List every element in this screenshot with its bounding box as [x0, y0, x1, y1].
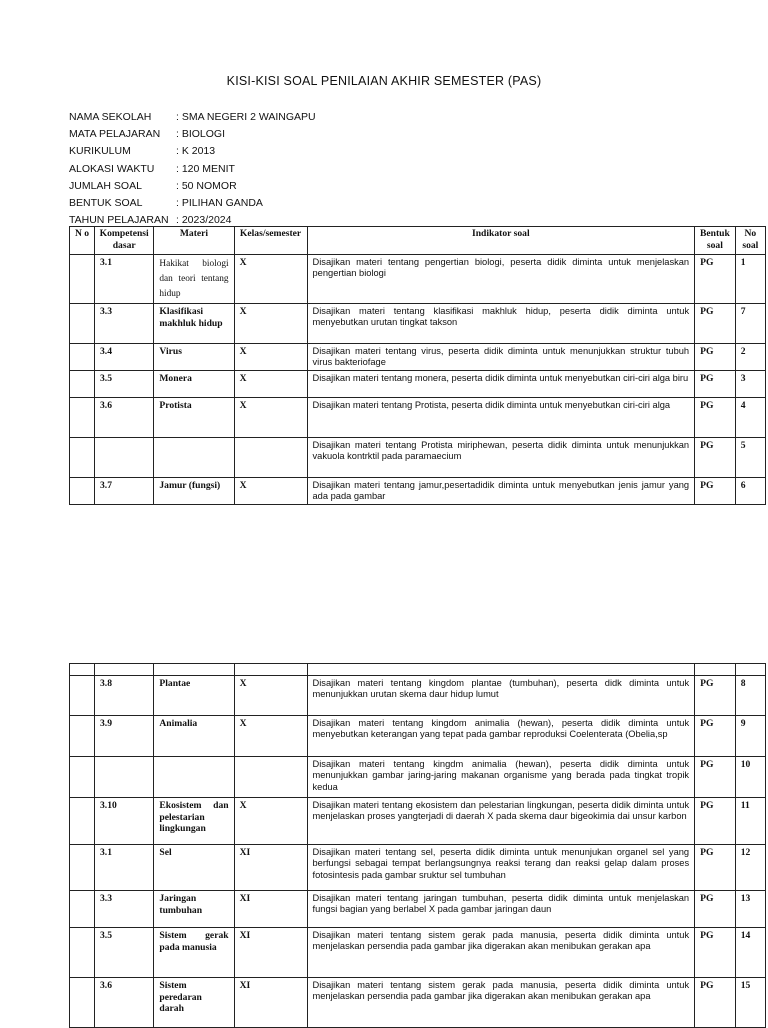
cell-kelas: X [234, 478, 307, 505]
cell-indikator [307, 664, 695, 676]
table-row [70, 798, 766, 845]
cell-indikator: Disajikan materi tentang kingdom animalia (hewan), peserta didik diminta untuk menyebutkan keterangan yang tepat pada gambar reproduksi Coelenterata (Obelia,sp [307, 716, 695, 757]
table-row [70, 255, 766, 304]
info-value: : BIOLOGI [176, 128, 226, 141]
cell-kompetensi-dasar: 3.1 [95, 845, 154, 891]
cell-kompetensi-dasar: 3.5 [95, 928, 154, 978]
cell-kelas: X [234, 371, 307, 398]
info-value: : 120 MENIT [176, 162, 235, 175]
cell-kompetensi-dasar: 3.1 [95, 255, 154, 304]
cell-no-soal: 14 [735, 928, 765, 978]
table-row [70, 398, 766, 438]
school-info [69, 109, 316, 229]
cell-bentuk: PG [695, 478, 736, 505]
cell-no-soal: 10 [735, 757, 765, 798]
info-row [69, 195, 316, 212]
header-kelas-semester: Kelas/semester [234, 227, 307, 255]
cell-no [70, 978, 95, 1028]
info-label: JUMLAH SOAL [69, 179, 142, 192]
cell-indikator: Disajikan materi tentang sistem gerak pada manusia, peserta didik diminta untuk menjelaskan persendia pada gambar jika digerakan akan menibukan gerakan apa [307, 978, 695, 1028]
cell-no-soal: 1 [735, 255, 765, 304]
cell-materi: Animalia [154, 716, 234, 757]
cell-kompetensi-dasar: 3.3 [95, 891, 154, 928]
cell-bentuk: PG [695, 304, 736, 344]
cell-materi: Monera [154, 371, 234, 398]
cell-no-soal: 6 [735, 478, 765, 505]
cell-bentuk: PG [695, 928, 736, 978]
cell-bentuk: PG [695, 845, 736, 891]
info-row [69, 143, 316, 160]
header-materi: Materi [154, 227, 234, 255]
cell-bentuk: PG [695, 344, 736, 371]
cell-kompetensi-dasar [95, 757, 154, 798]
cell-materi: Sel [154, 845, 234, 891]
header-bentuk-soal: Bentuk soal [695, 227, 736, 255]
cell-kelas: X [234, 716, 307, 757]
info-value: : PILIHAN GANDA [176, 196, 263, 209]
info-value: : SMA NEGERI 2 WAINGAPU [176, 111, 316, 123]
cell-kelas: XI [234, 978, 307, 1028]
cell-no-soal: 13 [735, 891, 765, 928]
cell-no [70, 398, 95, 438]
cell-materi [154, 664, 234, 676]
cell-no [70, 478, 95, 505]
table-row [70, 438, 766, 478]
cell-bentuk: PG [695, 716, 736, 757]
cell-kelas [234, 757, 307, 798]
cell-indikator: Disajikan materi tentang kingdom plantae (tumbuhan), peserta didk diminta untuk menunjukkan urutan skema daur hidup lumut [307, 676, 695, 716]
table-row [70, 757, 766, 798]
cell-bentuk: PG [695, 978, 736, 1028]
cell-no-soal: 15 [735, 978, 765, 1028]
cell-materi: Sistem peredaran darah [154, 978, 234, 1028]
kisi-kisi-table-2 [69, 663, 766, 1028]
cell-no [70, 798, 95, 845]
table-row [70, 928, 766, 978]
cell-kelas: X [234, 676, 307, 716]
cell-kompetensi-dasar: 3.8 [95, 676, 154, 716]
cell-no-soal: 8 [735, 676, 765, 716]
cell-no [70, 304, 95, 344]
cell-materi: Plantae [154, 676, 234, 716]
cell-bentuk: PG [695, 891, 736, 928]
info-row [69, 178, 316, 195]
cell-bentuk: PG [695, 398, 736, 438]
cell-materi: Virus [154, 344, 234, 371]
info-row [69, 109, 316, 126]
info-row [69, 161, 316, 178]
table-row [70, 344, 766, 371]
header-no-soal: No soal [735, 227, 765, 255]
cell-indikator: Disajikan materi tentang sel, peserta didik diminta untuk menunjukan organel sel yang berfungsi sebagai tempat berlangsungnya reaksi terang dan reaksi gelap dalam proses fotosintesis pada gambar sruktur sel tumbuhan [307, 845, 695, 891]
cell-kelas: X [234, 255, 307, 304]
cell-kelas: X [234, 344, 307, 371]
cell-materi: Sistem gerak pada manusia [154, 928, 234, 978]
cell-materi: Jamur (fungsi) [154, 478, 234, 505]
info-label: MATA PELAJARAN [69, 128, 161, 141]
cell-kompetensi-dasar: 3.3 [95, 304, 154, 344]
cell-bentuk: PG [695, 798, 736, 845]
cell-kompetensi-dasar [95, 664, 154, 676]
cell-kelas: X [234, 304, 307, 344]
cell-no [70, 664, 95, 676]
table-row [70, 716, 766, 757]
info-value: : K 2013 [176, 145, 216, 158]
cell-indikator: Disajikan materi tentang Protista, peserta didik diminta untuk menyebutkan ciri-ciri alga [307, 398, 695, 438]
table-row [70, 371, 766, 398]
cell-indikator: Disajikan materi tentang Protista miriphewan, peserta didik diminta untuk menunjukkan vakuola kontrktil pada paramaecium [307, 438, 695, 478]
cell-kompetensi-dasar: 3.6 [95, 978, 154, 1028]
info-value: : 2023/2024 [176, 214, 232, 227]
cell-bentuk: PG [695, 255, 736, 304]
header-no: N o [70, 227, 95, 255]
cell-no-soal: 2 [735, 344, 765, 371]
cell-kompetensi-dasar: 3.4 [95, 344, 154, 371]
cell-indikator: Disajikan materi tentang klasifikasi makhluk hidup, peserta didik diminta untuk menyebutkan urutan tingkat takson [307, 304, 695, 344]
cell-indikator: Disajikan materi tentang monera, peserta didik diminta untuk menyebutkan ciri-ciri alga biru [307, 371, 695, 398]
cell-indikator: Disajikan materi tentang sistem gerak pada manusia, peserta didik diminta untuk menjelaskan persendia pada gambar jika digerakan akan menibukan gerakan apa [307, 928, 695, 978]
table-row [70, 891, 766, 928]
cell-indikator: Disajikan materi tentang jamur,pesertadidik diminta untuk menyebutkan jenis jamur yang ada pada gambar [307, 478, 695, 505]
kisi-kisi-table-1 [69, 226, 766, 505]
cell-kompetensi-dasar [95, 438, 154, 478]
cell-kelas: XI [234, 891, 307, 928]
cell-indikator: Disajikan materi tentang kingdm animalia (hewan), peserta didik diminta untuk menunjukkan gambar jaring-jaring makanan organisme yang berada pada tingkat tropik kedua [307, 757, 695, 798]
table-header-row [70, 227, 766, 255]
document-title: KISI-KISI SOAL PENILAIAN AKHIR SEMESTER (PAS) [226, 74, 542, 88]
cell-materi [154, 438, 234, 478]
table-row [70, 845, 766, 891]
header-kompetensi-dasar: Kompetensi dasar [95, 227, 154, 255]
info-label: ALOKASI WAKTU [69, 162, 155, 175]
cell-bentuk [695, 664, 736, 676]
cell-no [70, 757, 95, 798]
cell-materi: Jaringan tumbuhan [154, 891, 234, 928]
cell-bentuk: PG [695, 676, 736, 716]
cell-no [70, 676, 95, 716]
cell-no-soal: 7 [735, 304, 765, 344]
cell-materi [154, 757, 234, 798]
table-row [70, 676, 766, 716]
cell-no [70, 255, 95, 304]
cell-kelas: XI [234, 845, 307, 891]
cell-bentuk: PG [695, 757, 736, 798]
table-row [70, 304, 766, 344]
cell-no [70, 438, 95, 478]
cell-indikator: Disajikan materi tentang virus, peserta didik diminta untuk menunjukkan struktur tubuh virus bakteriofage [307, 344, 695, 371]
cell-bentuk: PG [695, 371, 736, 398]
cell-kelas [234, 664, 307, 676]
info-label: KURIKULUM [69, 145, 131, 158]
cell-indikator: Disajikan materi tentang pengertian biologi, peserta didik diminta untuk menjelaskan pengertian biologi [307, 255, 695, 304]
cell-no [70, 344, 95, 371]
cell-no-soal: 11 [735, 798, 765, 845]
cell-indikator: Disajikan materi tentang ekosistem dan pelestarian lingkungan, peserta didik diminta untuk menjelaskan proses yangterjadi di daerah X pada skema daur bigeokimia dai unsur karbon [307, 798, 695, 845]
table-row [70, 664, 766, 676]
info-value: : 50 NOMOR [176, 179, 237, 192]
cell-kompetensi-dasar: 3.9 [95, 716, 154, 757]
cell-no [70, 928, 95, 978]
cell-no-soal: 9 [735, 716, 765, 757]
cell-kompetensi-dasar: 3.5 [95, 371, 154, 398]
cell-no [70, 716, 95, 757]
header-indikator-soal: Indikator soal [307, 227, 695, 255]
cell-kompetensi-dasar: 3.6 [95, 398, 154, 438]
cell-bentuk: PG [695, 438, 736, 478]
cell-kompetensi-dasar: 3.7 [95, 478, 154, 505]
cell-materi: Ekosistem dan pelestarian lingkungan [154, 798, 234, 845]
cell-materi: Klasifikasi makhluk hidup [154, 304, 234, 344]
cell-no-soal: 4 [735, 398, 765, 438]
cell-kelas: X [234, 398, 307, 438]
cell-no [70, 845, 95, 891]
cell-kelas: X [234, 798, 307, 845]
cell-no [70, 891, 95, 928]
info-label: BENTUK SOAL [69, 196, 143, 209]
cell-no-soal [735, 664, 765, 676]
cell-no-soal: 3 [735, 371, 765, 398]
cell-kelas [234, 438, 307, 478]
cell-kelas: XI [234, 928, 307, 978]
table-row [70, 478, 766, 505]
cell-kompetensi-dasar: 3.10 [95, 798, 154, 845]
cell-no-soal: 12 [735, 845, 765, 891]
info-row [69, 126, 316, 143]
cell-materi: Protista [154, 398, 234, 438]
cell-no-soal: 5 [735, 438, 765, 478]
cell-indikator: Disajikan materi tentang jaringan tumbuhan, peserta didik diminta untuk menjelaskan fungsi bagian yang berlabel X pada gambar jaringan daun [307, 891, 695, 928]
cell-no [70, 371, 95, 398]
info-label: TAHUN PELAJARAN [69, 214, 169, 227]
cell-materi: Hakikat biologi dan teori tentang hidup [154, 255, 234, 304]
info-label: NAMA SEKOLAH [69, 111, 152, 123]
table-row [70, 978, 766, 1028]
